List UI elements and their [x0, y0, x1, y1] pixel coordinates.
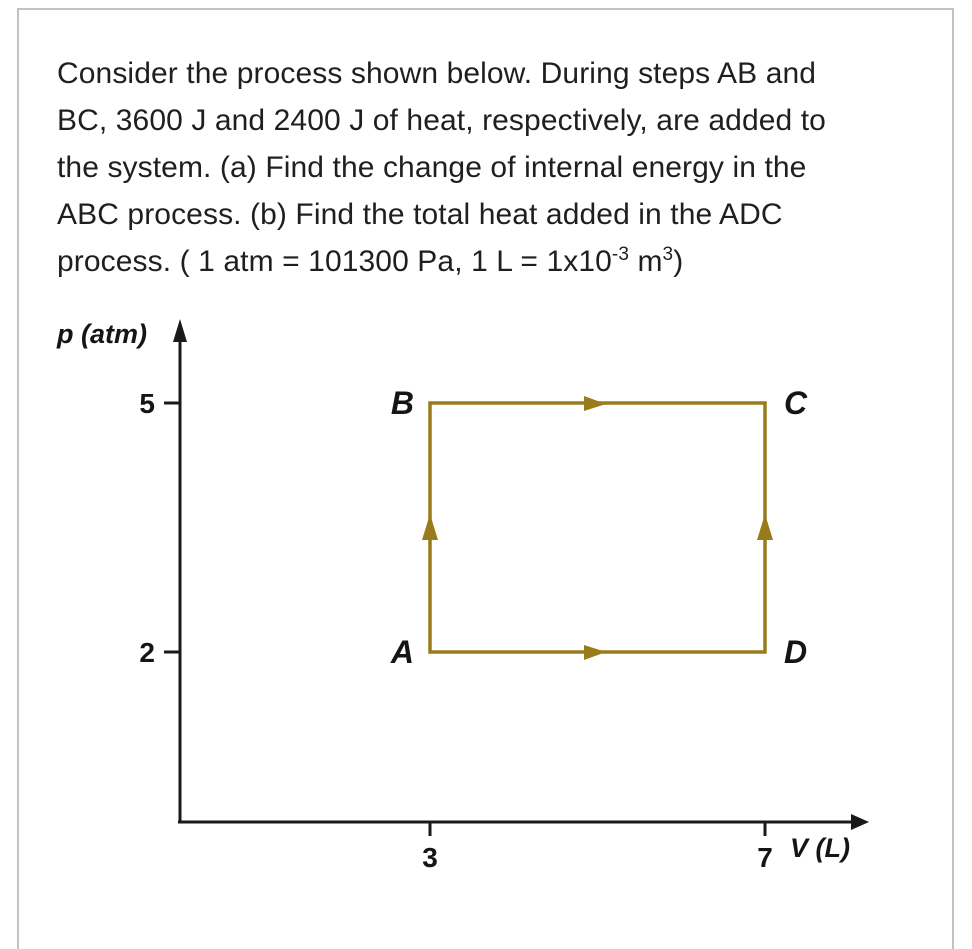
pv-diagram: [0, 300, 972, 930]
point-label-C: C: [784, 385, 808, 421]
x-axis-label: V (L): [790, 833, 850, 863]
arrow-up-icon-left-edge: [422, 514, 438, 540]
y-tick-label-2: 2: [139, 637, 155, 668]
problem-line-5-part: process. ( 1 atm = 101300 Pa, 1 L = 1x10: [57, 245, 612, 278]
arrow-right-icon-bottom-edge: [584, 645, 606, 660]
problem-line-2: BC, 3600 J and 2400 J of heat, respectively, are added to: [57, 104, 826, 137]
arrow-right-icon-top-edge: [584, 396, 606, 411]
problem-text: [57, 50, 927, 285]
pv-diagram-svg: [0, 300, 972, 930]
problem-line-5-part: ): [673, 245, 684, 278]
x-axis-arrow-right-icon: [851, 814, 869, 830]
process-path-rectangle: [430, 403, 765, 652]
problem-line-5-part: m: [629, 245, 663, 278]
problem-line-5: [57, 238, 927, 285]
superscript-exponent: -3: [611, 244, 630, 265]
superscript-exponent: 3: [662, 244, 674, 265]
y-axis-label: p (atm): [57, 319, 147, 349]
x-tick-label-3: 3: [422, 842, 438, 873]
y-tick-label-5: 5: [139, 388, 155, 419]
problem-line-1: Consider the process shown below. During steps AB and: [57, 57, 817, 90]
x-tick-label-7: 7: [757, 842, 773, 873]
arrow-up-icon-right-edge: [757, 514, 773, 540]
problem-line-4: ABC process. (b) Find the total heat added in the ADC: [57, 198, 783, 231]
point-label-B: B: [390, 385, 414, 421]
point-label-D: D: [784, 634, 808, 670]
point-label-A: A: [390, 634, 414, 670]
problem-line-3: the system. (a) Find the change of internal energy in the: [57, 151, 807, 184]
